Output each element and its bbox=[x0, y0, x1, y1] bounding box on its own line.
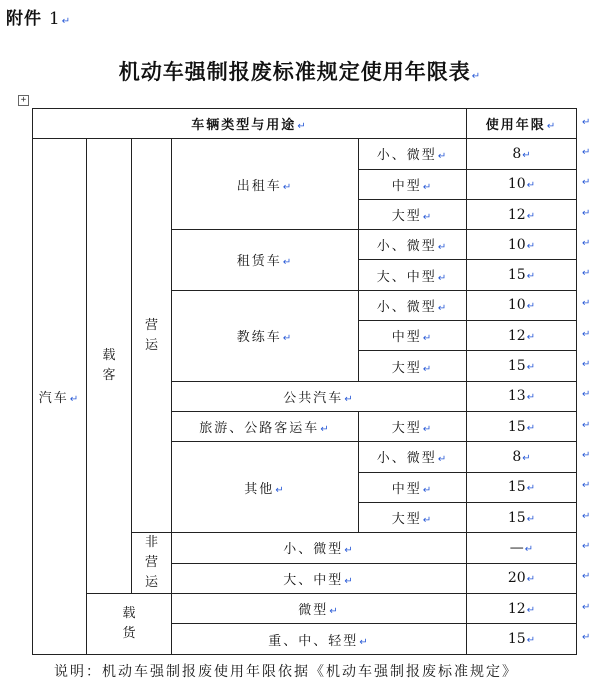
years-cell: 15↵ bbox=[467, 472, 577, 502]
operating-cell: 营 运 bbox=[132, 139, 172, 533]
cargo-cell: 载 货 bbox=[87, 594, 172, 655]
paragraph-mark-icon: ↵ bbox=[471, 71, 482, 82]
size-cell: 重、中、轻型↵ bbox=[172, 624, 467, 654]
row-end-mark-icon: ↵ bbox=[582, 268, 591, 280]
size-cell: 小、微型↵ bbox=[359, 139, 467, 169]
years-cell: 20↵ bbox=[467, 563, 577, 594]
row-end-mark-icon: ↵ bbox=[582, 632, 591, 644]
non-operating-cell: 非 营 运 bbox=[132, 533, 172, 594]
row-end-mark-icon: ↵ bbox=[582, 298, 591, 310]
row-end-mark-icon: ↵ bbox=[582, 510, 591, 522]
years-cell: 12↵ bbox=[467, 321, 577, 351]
row-end-mark-icon: ↵ bbox=[582, 116, 591, 128]
row-end-mark-icon: ↵ bbox=[582, 207, 591, 219]
table-row bbox=[33, 594, 577, 624]
row-end-mark-icon: ↵ bbox=[582, 177, 591, 189]
size-cell: 小、微型↵ bbox=[359, 230, 467, 260]
table-move-handle-icon[interactable]: + bbox=[18, 95, 29, 106]
row-end-mark-icon: ↵ bbox=[582, 449, 591, 461]
row-end-mark-icon: ↵ bbox=[582, 480, 591, 492]
years-cell: 15↵ bbox=[467, 502, 577, 532]
attachment-number: 1 bbox=[48, 9, 61, 29]
size-cell: 微型↵ bbox=[172, 594, 467, 624]
row-end-mark-icon: ↵ bbox=[582, 601, 591, 613]
size-cell: 小、微型↵ bbox=[172, 533, 467, 564]
header-years: 使用年限↵ bbox=[467, 109, 577, 139]
row-end-mark-icon: ↵ bbox=[582, 419, 591, 431]
size-cell: 大型↵ bbox=[359, 351, 467, 381]
size-cell: 大型↵ bbox=[359, 502, 467, 532]
years-cell: 15↵ bbox=[467, 411, 577, 441]
category-cell: 汽车↵ bbox=[33, 139, 87, 654]
attachment-text: 附件 bbox=[6, 9, 42, 29]
years-cell: 15↵ bbox=[467, 260, 577, 290]
tour-label-cell: 旅游、公路客运车↵ bbox=[172, 411, 359, 441]
other-label-cell: 其他↵ bbox=[172, 442, 359, 533]
years-cell: —↵ bbox=[467, 533, 577, 564]
size-cell: 大型↵ bbox=[359, 199, 467, 229]
footnote: 说明：机动车强制报废使用年限依据《机动车强制报废标准规定》 bbox=[54, 664, 518, 680]
vehicle-lifespan-table bbox=[32, 108, 577, 655]
size-cell: 大型↵ bbox=[359, 411, 467, 441]
years-cell: 13↵ bbox=[467, 381, 577, 411]
size-cell: 大、中型↵ bbox=[172, 563, 467, 594]
size-cell: 中型↵ bbox=[359, 169, 467, 199]
years-cell: 10↵ bbox=[467, 230, 577, 260]
title-text: 机动车强制报废标准规定使用年限表 bbox=[118, 60, 471, 84]
years-cell: 10↵ bbox=[467, 169, 577, 199]
size-cell: 中型↵ bbox=[359, 472, 467, 502]
size-cell: 小、微型↵ bbox=[359, 290, 467, 320]
years-cell: 8↵ bbox=[467, 139, 577, 169]
document-title bbox=[0, 56, 600, 86]
years-cell: 12↵ bbox=[467, 594, 577, 624]
years-cell: 12↵ bbox=[467, 199, 577, 229]
passenger-cell: 载 客 bbox=[87, 139, 132, 594]
table-row bbox=[33, 139, 577, 169]
years-cell: 15↵ bbox=[467, 351, 577, 381]
size-cell: 大、中型↵ bbox=[359, 260, 467, 290]
attachment-label bbox=[6, 4, 71, 29]
row-end-mark-icon: ↵ bbox=[582, 359, 591, 371]
row-end-mark-icon: ↵ bbox=[582, 146, 591, 158]
row-end-mark-icon: ↵ bbox=[582, 328, 591, 340]
training-label-cell: 教练车↵ bbox=[172, 290, 359, 381]
taxi-label-cell: 出租车↵ bbox=[172, 139, 359, 230]
bus-label-cell: 公共汽车↵ bbox=[172, 381, 467, 411]
years-cell: 15↵ bbox=[467, 624, 577, 654]
row-end-mark-icon: ↵ bbox=[582, 540, 591, 552]
table-header-row bbox=[33, 109, 577, 139]
row-end-mark-icon: ↵ bbox=[582, 389, 591, 401]
rental-label-cell: 租赁车↵ bbox=[172, 230, 359, 291]
row-end-mark-icon: ↵ bbox=[582, 571, 591, 583]
header-type-usage: 车辆类型与用途↵ bbox=[33, 109, 467, 139]
years-cell: 8↵ bbox=[467, 442, 577, 472]
size-cell: 中型↵ bbox=[359, 321, 467, 351]
years-cell: 10↵ bbox=[467, 290, 577, 320]
paragraph-mark-icon: ↵ bbox=[61, 16, 72, 27]
size-cell: 小、微型↵ bbox=[359, 442, 467, 472]
row-end-mark-icon: ↵ bbox=[582, 237, 591, 249]
